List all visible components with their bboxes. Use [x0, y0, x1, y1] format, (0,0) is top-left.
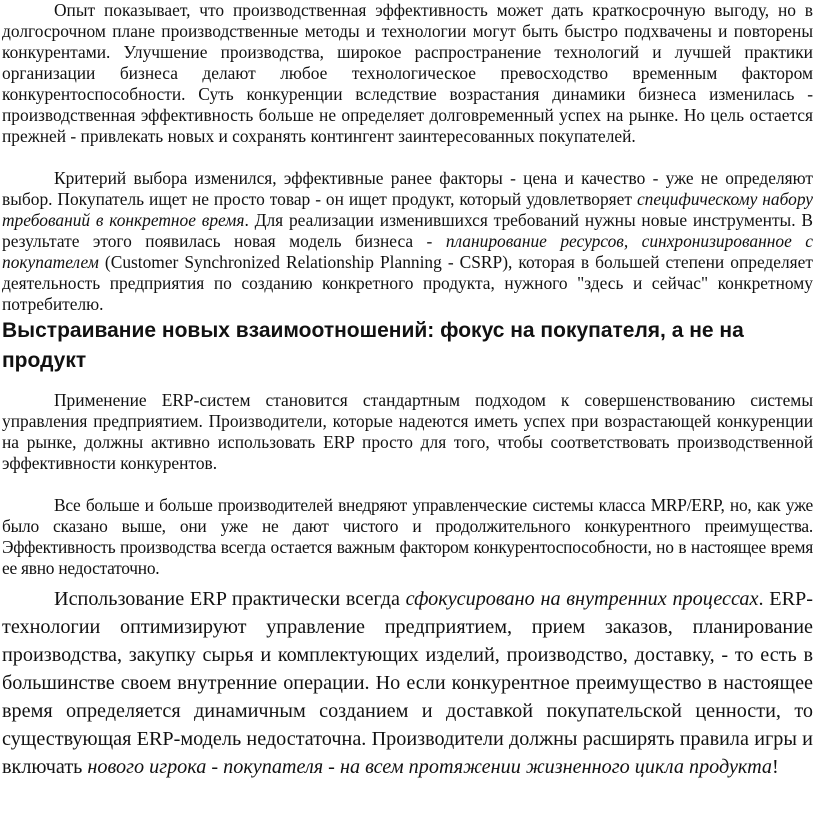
- paragraph-mrp-erp: [2, 495, 813, 579]
- section-heading: Выстраивание новых взаимоотношений: фокус на покупателя, а не на продукт: [2, 319, 744, 372]
- paragraph-erp-standard: [2, 390, 813, 474]
- paragraph-text: Использование ERP практически всегда: [54, 588, 406, 610]
- paragraph-text: Опыт показывает, что производственная эффективность может дать краткосрочную выгоду, но в долгосрочном плане производственные методы и технологии могут быть быстро подхвачены и повторены конкурентами. Улучшение производства, широкое распространение технологий и лучшей практики организации бизнеса делают любое технологическое превосходство временным фактором конкурентоспособности. Суть конкуренции вследствие возрастания динамики бизнеса изменилась - производственная эффективность больше не определяет долговременный успех на рынке. Но цель остается прежней - привлекать новых и сохранять контингент заинтересованных покупателей.: [2, 0, 813, 146]
- paragraph-text: Все больше и больше производителей внедряют управленческие системы класса MRP/ERP, но, как уже было сказано выше, они уже не дают чистого и продолжительного конкурентного преимущества. Эффективность производства всегда остается важным фактором конкурентоспособности, но в настоящее время ее явно недостаточно.: [2, 495, 813, 578]
- italic-phrase-requirements: специфическому набору требований в конкретное время: [2, 189, 814, 230]
- paragraph-competition-intro: [2, 0, 813, 147]
- paragraph-choice-criteria: [2, 168, 813, 315]
- italic-phrase-new-player: нового игрока - покупателя - на всем протяжении жизненного цикла продукта: [87, 756, 772, 778]
- paragraph-text: . ERP-технологии оптимизируют управление предприятием, прием заказов, планирование производства, закупку сырья и комплектующих изделий, производство, доставку, - то есть в большинстве своем внутренние операции. Но если конкурентное преимущество в настоящее время определяется динамичным созданием и доставкой покупательской ценности, то существующая ERP-модель недостаточна. Производители должны расширять правила игры и включать: [2, 588, 813, 778]
- italic-phrase-csrp: планирование ресурсов, синхронизированное с покупателем: [2, 231, 813, 272]
- paragraph-erp-internal: [2, 585, 813, 781]
- paragraph-text: (Customer Synchronized Relationship Planning - CSRP), которая в большей степени определяет деятельность предприятия по созданию конкретного продукта, нужного "здесь и сейчас" конкретному потребителю.: [2, 252, 813, 314]
- paragraph-text: . Для реализации изменившихся требований нужны новые инструменты. В результате этого появилась новая модель бизнеса -: [2, 210, 813, 251]
- italic-phrase-internal-processes: сфокусировано на внутренних процессах: [405, 588, 759, 610]
- paragraph-text: Применение ERP-систем становится стандартным подходом к совершенствованию системы управления предприятием. Производители, которые надеются иметь успех при возрастающей конкуренции на рынке, должны активно использовать ERP просто для того, чтобы соответствовать производственной эффективности конкурентов.: [2, 390, 813, 473]
- paragraph-text: !: [772, 756, 779, 778]
- paragraph-text: Критерий выбора изменился, эффективные ранее факторы - цена и качество - уже не определяют выбор. Покупатель ищет не просто товар - он ищет продукт, который удовлетворяет: [2, 168, 813, 209]
